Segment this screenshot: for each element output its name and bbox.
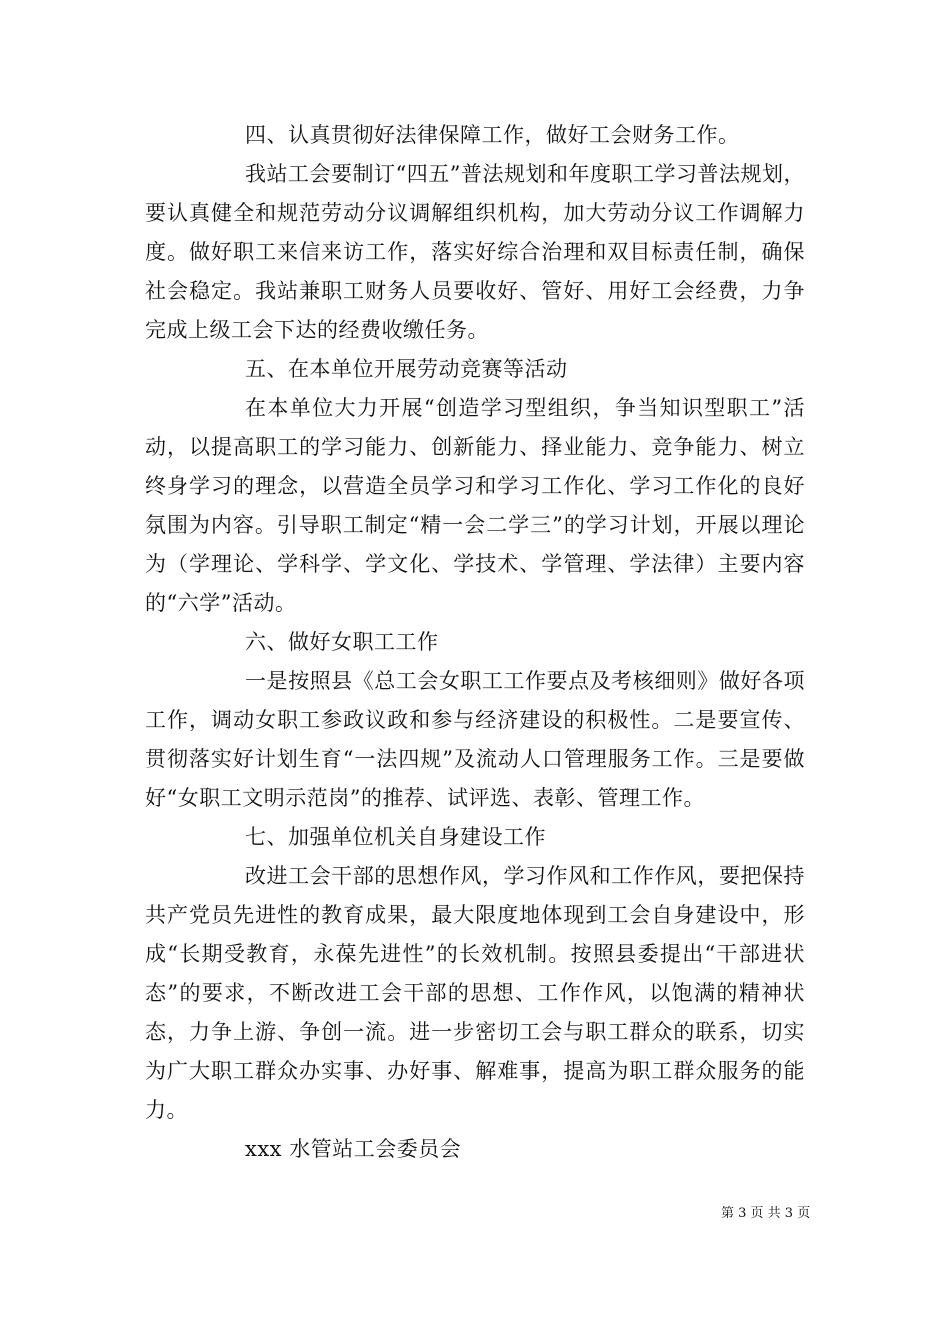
section-heading-6: 六、做好女职工工作 bbox=[245, 630, 439, 654]
page-number: 第 3 页 共 3 页 bbox=[721, 1206, 811, 1221]
paragraph-labor-competition: 在本单位大力开展“创造学习型组织，争当知识型职工”活动，以提高职工的学习能力、创新能力、择业能力、竞争能力、树立终身学习的理念，以营造全员学习和学习工作化、学习工作化的良好氛围为内容。引导职工制定“精一会二学三”的学习计划，开展以理论为（学理论、学科学、学文化、学技术、学管理、学法律）主要内容的“六学”活动。 bbox=[145, 396, 805, 615]
paragraph-self-building: 改进工会干部的思想作风，学习作风和工作作风，要把保持共产党员先进性的教育成果，最大限度地体现到工会自身建设中，形成“长期受教育，永葆先进性”的长效机制。按照县委提出“干部进状态”的要求，不断改进工会干部的思想、工作作风，以饱满的精神状态，力争上游、争创一流。进一步密切工会与职工群众的联系，切实为广大职工群众办实事、办好事、解难事，提高为职工群众服务的能力。 bbox=[145, 864, 805, 1122]
paragraph-legal-finance: 我站工会要制订“四五”普法规划和年度职工学习普法规划，要认真健全和规范劳动分议调解组织机构，加大劳动分议工作调解力度。做好职工来信来访工作，落实好综合治理和双目标责任制，确保社会稳定。我站兼职工财务人员要收好、管好、用好工会经费，力争完成上级工会下达的经费收缴任务。 bbox=[145, 162, 805, 342]
document-body bbox=[145, 116, 805, 1169]
section-heading-5: 五、在本单位开展劳动竞赛等活动 bbox=[245, 357, 568, 381]
paragraph-female-workers: 一是按照县《总工会女职工工作要点及考核细则》做好各项工作，调动女职工参政议政和参与经济建设的积极性。二是要宣传、贯彻落实好计划生育“一法四规”及流动人口管理服务工作。三是要做好“女职工文明示范岗”的推荐、试评选、表彰、管理工作。 bbox=[145, 669, 805, 810]
section-heading-4: 四、认真贯彻好法律保障工作，做好工会财务工作。 bbox=[245, 123, 740, 147]
signature-line: xxx 水管站工会委员会 bbox=[245, 1137, 462, 1161]
section-heading-7: 七、加强单位机关自身建设工作 bbox=[245, 825, 546, 849]
